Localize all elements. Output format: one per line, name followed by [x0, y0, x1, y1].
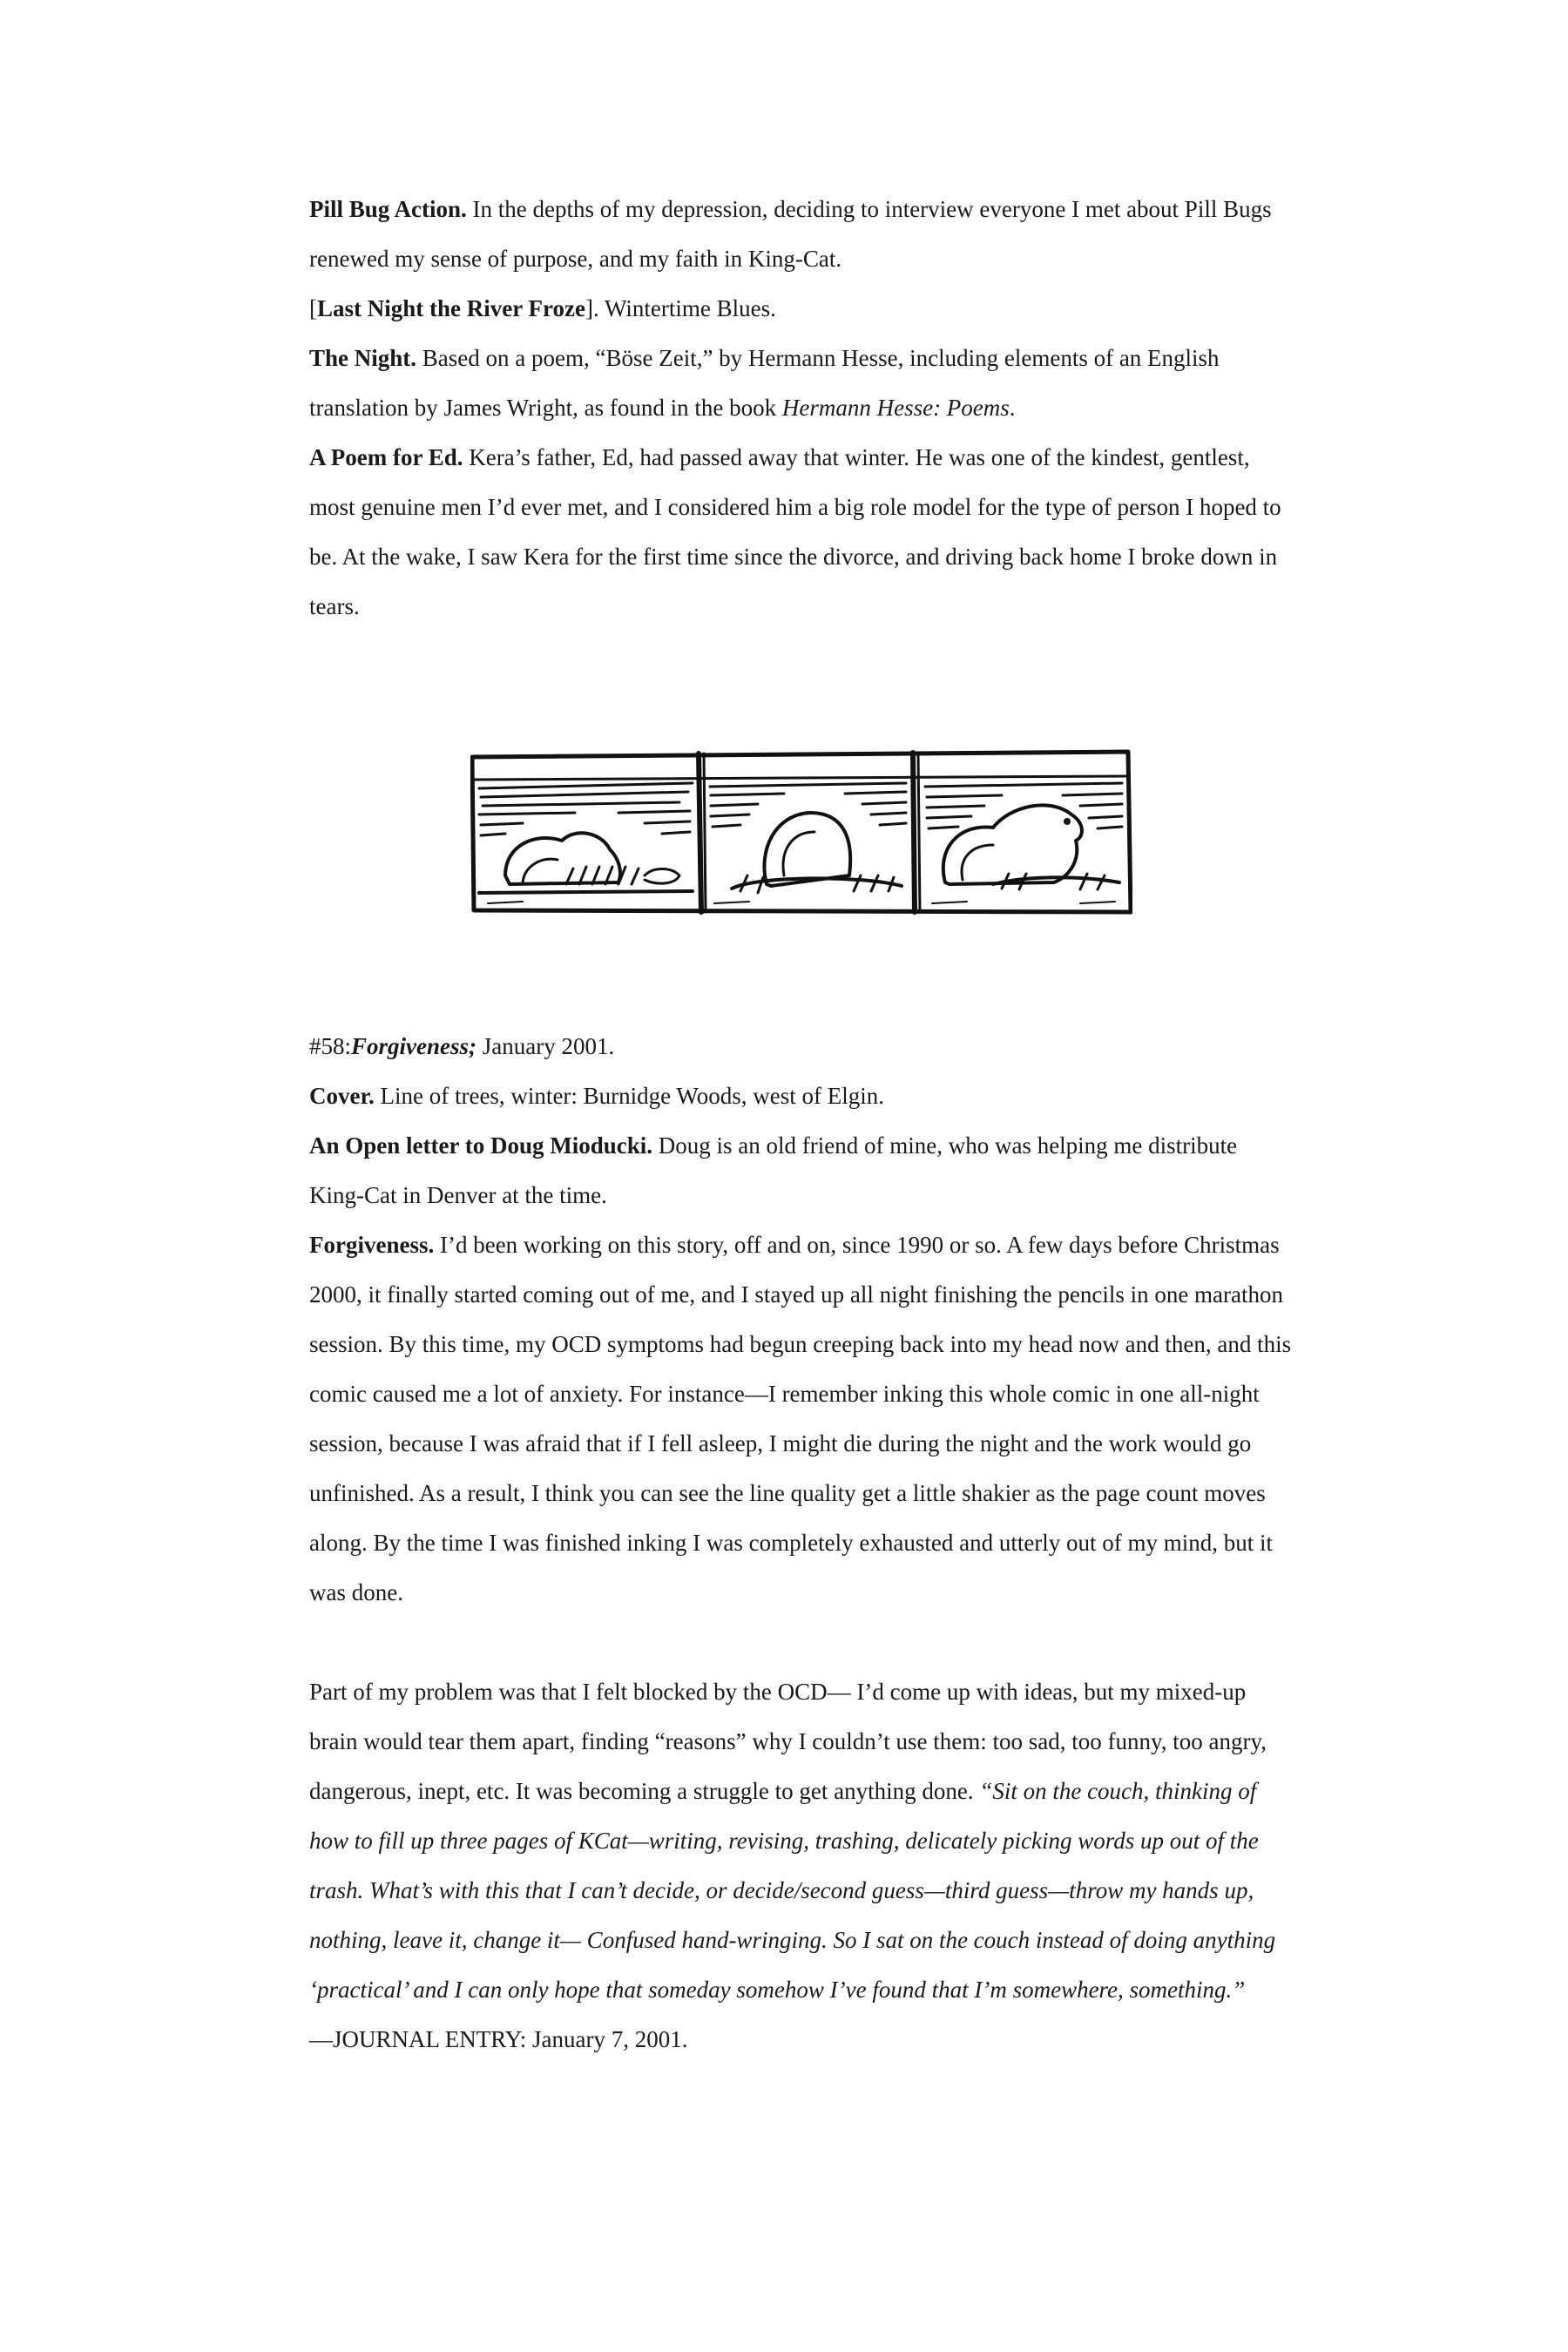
entry-text: Wintertime Blues.: [598, 295, 776, 321]
entry-text: Based on a poem, “Böse Zeit,” by Hermann Hesse, including elements of an English translation by James Wright, as found in the book: [309, 345, 1220, 421]
closing-text: Part of my problem was that I felt blocked by the OCD— I’d come up with ideas, but my mixed-up brain would tear them apart, finding “reasons” why I couldn’t use them: too sad, too funny, too angry, dangerous, inept, etc. It was becoming a struggle to get anything done.: [309, 1679, 1267, 1804]
entry-text: Kera’s father, Ed, had passed away that winter. He was one of the kindest, gentlest, most genuine men I’d ever met, and I considered him a big role model for the type of person I hoped to be. At the wake, I saw Kera for the first time since the divorce, and driving back home I broke down in tears.: [309, 444, 1281, 619]
entry-text: Line of trees, winter: Burnidge Woods, west of Elgin.: [374, 1083, 884, 1109]
entry-title: Last Night the River Froze: [317, 295, 585, 321]
entry-title: Forgiveness.: [309, 1232, 435, 1258]
journal-attribution: —JOURNAL ENTRY: January 7, 2001.: [309, 2026, 688, 2052]
entry-title: An Open letter to Doug Mioducki.: [309, 1132, 653, 1159]
entry-a-poem-for-ed: [309, 433, 1294, 632]
closing-paragraph: [309, 1667, 1294, 2065]
entry-cover: [309, 1071, 1294, 1121]
bracket-open: [: [309, 295, 317, 321]
entries-issue-58: [309, 1022, 1294, 1618]
issue-number: #58:: [309, 1033, 352, 1059]
entry-title: Pill Bug Action.: [309, 196, 467, 222]
entries-top: [309, 185, 1294, 632]
entry-forgiveness: [309, 1220, 1294, 1618]
entry-text: Doug is an old friend of mine, who was helping me distribute King-Cat in Denver at the time.: [309, 1132, 1238, 1208]
closing-text-block: [309, 1667, 1294, 2015]
entry-open-letter: [309, 1121, 1294, 1220]
entry-last-night-river-froze: [309, 284, 1294, 334]
entry-text: I’d been working on this story, off and on, since 1990 or so. A few days before Christmas 2000, it finally started coming out of me, and I stayed up all night finishing the pencils in one marathon session. By this time, my OCD symptoms had begun creeping back into my head now and then, and this comic caused me a lot of anxiety. For instance—I remember inking this whole comic in one all-night session, because I was afraid that if I fell asleep, I might die during the night and the work would go unfinished. As a result, I think you can see the line quality get a little shakier as the page count moves along. By the time I was finished inking I was completely exhausted and utterly out of my mind, but it was done.: [309, 1232, 1292, 1605]
entry-title: Cover.: [309, 1083, 375, 1109]
journal-quote: “Sit on the couch, thinking of how to fill up three pages of KCat—writing, revising, trashing, delicately picking words up out of the trash. What’s with this that I can’t decide, or decide/second guess—third guess—throw my hands up, nothing, leave it, change it— Confused hand-wringing. So I sat on the couch instead of doing anything ‘practical’ and I can only hope that someday somehow I’ve found that I’m somewhere, something.”: [309, 1778, 1276, 2003]
entry-text: In the depths of my depression, deciding to interview everyone I met about Pill Bugs renewed my sense of purpose, and my faith in King-Cat.: [309, 196, 1272, 272]
issue-title: Forgiveness;: [351, 1033, 477, 1059]
entry-the-night: [309, 334, 1294, 433]
entry-title: The Night.: [309, 345, 417, 371]
entry-title: A Poem for Ed.: [309, 444, 463, 470]
book-title: Hermann Hesse: Poems: [781, 395, 1010, 421]
issue-date: January 2001.: [476, 1033, 615, 1059]
entry-pill-bug-action: [309, 185, 1294, 284]
issue-heading: [309, 1022, 1294, 1071]
bracket-close: ].: [585, 295, 599, 321]
three-panel-pill-bug-comic-icon: [470, 745, 1132, 919]
entry-text-end: .: [1009, 395, 1016, 421]
